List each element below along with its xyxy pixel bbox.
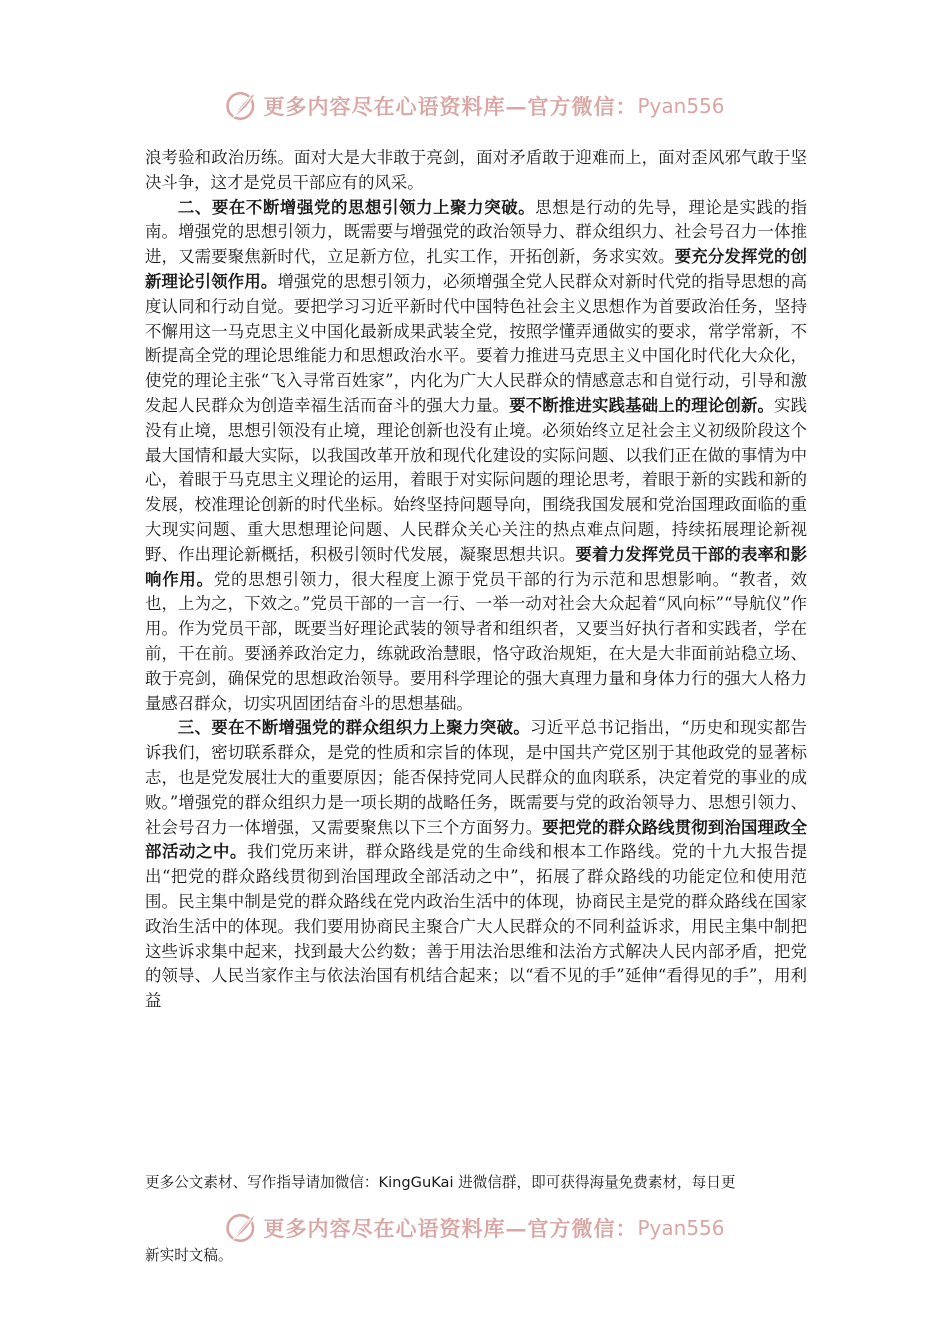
subheading: 要充分发挥党的创新理论引领作用。 (145, 247, 808, 291)
banner-wechat-label: 官方微信： (527, 94, 638, 119)
banner-dash: — (505, 93, 528, 119)
paragraph-section-two (145, 196, 807, 717)
footer-note-tail: 新实时文稿。 (145, 1247, 233, 1264)
footer-note: 更多公文素材、写作指导请加微信：KingGuKai 进微信群，即可获得海量免费素材，每日更 (145, 1174, 736, 1191)
paragraph-text: 我们党历来讲，群众路线是党的生命线和根本工作路线。党的十九大报告提出“把党的群众路线贯彻到治国理政全部活动之中”，拓展了群众路线的功能定位和使用范围。民主集中制是党的群众路线在党内政治生活中的体现，协商民主是党的群众路线在国家政治生活中的体现。我们要用协商民主聚合广大人民群众的不同利益诉求，用民主集中制把这些诉求集中起来，找到最大公约数；善于用法治思维和法治方式解决人民内部矛盾，把党的领导、人民当家作主与依法治国有机结合起来；以“看不见的手”延伸“看得见的手”，用利益 (145, 842, 808, 1011)
subheading: 要着力发挥党员干部的表率和影响作用。 (145, 544, 807, 589)
paragraph-section-three (145, 716, 807, 1014)
subheading: 要把党的群众路线贯彻到治国理政全部活动之中。 (145, 817, 807, 862)
section-heading: 三、要在不断增强党的群众组织力上聚力突破。 (177, 718, 531, 738)
section-heading: 二、要在不断增强党的思想引领力上聚力突破。 (177, 197, 536, 217)
footer-watermark (0, 1206, 950, 1250)
subheading: 要不断推进实践基础上的理论创新。 (509, 395, 775, 415)
banner-text: 更多内容尽在心语资料库 (263, 1216, 506, 1241)
paragraph-text: 实践没有止境，思想引领没有止境，理论创新也没有止境。必须始终立足社会主义初级阶段这个最大国情和最大实际，以我国改革开放和现代化建设的实际问题、以我们正在做的事情为中心，着眼于马克思主义理论的运用，着眼于对实际问题的理论思考，着眼于新的实践和新的发展，校准理论创新的时代坐标。始终坚持问题导向，围绕我国发展和党治国理政面临的重大现实问题、重大思想理论问题、人民群众关心关注的热点难点问题，持续拓展理论新视野、作出理论新概括，积极引领时代发展，凝聚思想共识。 (145, 395, 808, 564)
banner-wechat-label: 官方微信： (527, 1216, 638, 1241)
banner-text: 更多内容尽在心语资料库 (263, 94, 506, 119)
paragraph-text: 思想是行动的先导，理论是实践的指南。增强党的思想引领力，既需要与增强党的政治领导力、群众组织力、社会号召力一体推进，又需要聚焦新时代，立足新方位，扎实工作，开拓创新，务求实效。 (145, 197, 808, 267)
banner-wechat-id: Pyan556 (637, 94, 725, 118)
paragraph-text: 习近平总书记指出，“历史和现实都告诉我们，密切联系群众，是党的性质和宗旨的体现，是中国共产党区别于其他政党的显著标志，也是党发展壮大的重要原因；能否保持党同人民群众的血肉联系，决定着党的事业的成败。”增强党的群众组织力是一项长期的战略任务，既需要与党的政治领导力、思想引领力、社会号召力一体增强，又需要聚焦以下三个方面努力。 (145, 718, 807, 837)
banner-wechat-id: Pyan556 (637, 1216, 725, 1240)
document-body (145, 146, 807, 1014)
paragraph-text: 党的思想引领力，很大程度上源于党员干部的行为示范和思想影响。“教者，效也，上为之，下效之。”党员干部的一言一行、一举一动对社会大众起着“风向标”“导航仪”作用。作为党员干部，既要当好理论武装的领导者和组织者，又要当好执行者和实践者，学在前，干在前。要涵养政治定力，练就政治慧眼，恪守政治规矩，在大是大非面前站稳立场、敢于亮剑，确保党的思想政治领导。要用科学理论的强大真理力量和身体力行的强大人格力量感召群众，切实巩固团结奋斗的思想基础。 (145, 569, 807, 713)
banner-dash: — (505, 1215, 528, 1241)
header-watermark (0, 84, 950, 128)
feather-pen-logo-icon (225, 89, 259, 123)
paragraph-text: 增强党的思想引领力，必须增强全党人民群众对新时代党的指导思想的高度认同和行动自觉。要把学习习近平新时代中国特色社会主义思想作为首要政治任务，坚持不懈用这一马克思主义中国化最新成果武装全党，按照学懂弄通做实的要求，常学常新，不断提高全党的理论思维能力和思想政治水平。要着力推进马克思主义中国化时代化大众化，使党的理论主张“飞入寻常百姓家”，内化为广大人民群众的情感意志和自觉行动，引导和激发起人民群众为创造幸福生活而奋斗的强大力量。 (145, 271, 808, 415)
feather-pen-logo-icon (225, 1211, 259, 1245)
paragraph-continuation: 浪考验和政治历练。面对大是大非敢于亮剑，面对矛盾敢于迎难而上，面对歪风邪气敢于坚决斗争，这才是党员干部应有的风采。 (145, 148, 807, 192)
